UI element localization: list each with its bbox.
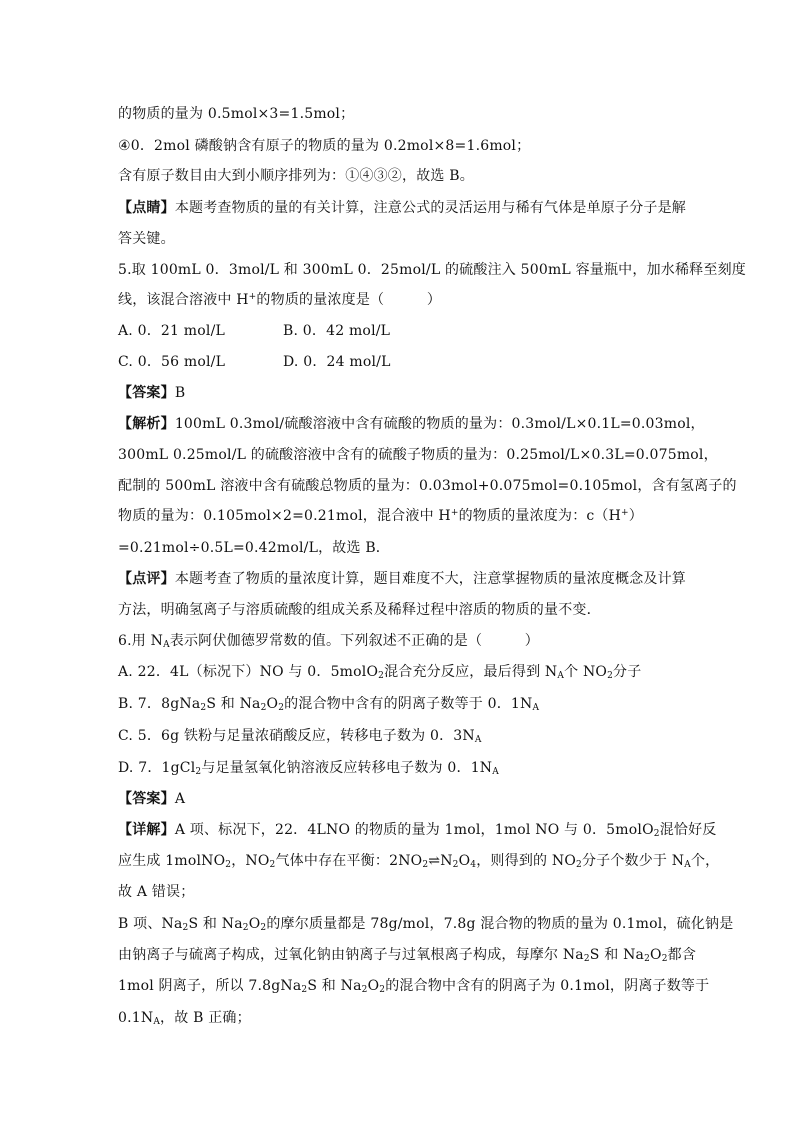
text-span: 由钠离子与硫离子构成，过氧化钠由钠离子与过氧根离子构成，每摩尔 Na: [118, 947, 584, 963]
subscript: 2: [200, 703, 207, 713]
option-row: [118, 349, 688, 375]
text-line: 答关键。: [118, 231, 175, 247]
text-span: S 和 Na: [188, 916, 243, 932]
text-span: 个，: [690, 853, 720, 869]
option-b: [118, 691, 688, 717]
subscript: A: [474, 735, 482, 745]
text-span: B 项、Na: [118, 916, 183, 932]
text-span: 100mL 0.3mol/硫酸溶液中含有硫酸的物质的量为：0.3mol/L×0.1L=0.03mol，: [174, 416, 705, 432]
option-c: [118, 723, 688, 749]
text-span: 的摩尔质量都是 78g/mol，7.8g 混合物的物质的量为 0.1mol，硫化钠是: [266, 916, 734, 932]
text-span: 的混合物中含有的阴离子为 0.1mol，阴离子数等于: [385, 978, 710, 994]
superscript: +: [621, 508, 629, 518]
section-tag: 【点评】: [118, 571, 175, 587]
text-line: 方法，明确氢离子与溶质硫酸的组成关系及稀释过程中溶质的物质的量不变．: [118, 602, 601, 618]
subscript: 2: [195, 767, 202, 777]
text-line: 含有原子数目由大到小顺序排列为：①④③②，故选 B。: [118, 168, 474, 184]
subscript: A: [163, 640, 170, 650]
section-tag: 【答案】: [118, 385, 175, 401]
text-span: D. 7．1gCl: [118, 760, 196, 776]
question-line: [118, 628, 688, 654]
option-c: C. 0．56 mol/L: [118, 354, 226, 370]
text-span: 6.用 N: [118, 633, 164, 649]
text-span: ，NO: [231, 853, 270, 869]
text-span: O: [248, 916, 261, 932]
answer-value: B: [174, 385, 186, 401]
text-span: O: [367, 978, 380, 994]
text-span: A. 22．4L（标况下）NO 与 0．5molO: [118, 664, 379, 680]
answer-line: [118, 380, 688, 406]
subscript: A: [557, 671, 565, 681]
text-span: ，故 B 正确；: [160, 1010, 251, 1026]
text-span: S 和 Na: [206, 696, 261, 712]
text-span: O: [266, 696, 279, 712]
text-line: 300mL 0.25mol/L 的硫酸溶液中含有的硫酸子物质的量为：0.25mol/L×0.3L=0.075mol，: [118, 447, 718, 463]
question-line: 5.取 100mL 0．3mol/L 和 300mL 0．25mol/L 的硫酸注入 500mL 容量瓶中，加水稀释至刻度: [118, 262, 746, 278]
subscript: 2: [379, 985, 386, 995]
section-tag: 【答案】: [118, 791, 175, 807]
comment-line: [118, 566, 688, 592]
subscript: 2: [269, 860, 276, 870]
text-span: 都含: [667, 947, 697, 963]
text-span: 线，该混合溶液中 H: [118, 292, 249, 308]
subscript: A: [532, 703, 540, 713]
text-span: S 和 Na: [589, 947, 645, 963]
text-span: 表示阿伏伽德罗常数的值。下列叙述不正确的是（ ）: [169, 633, 539, 649]
subscript: 2: [452, 860, 459, 870]
text-span: 分子个数少于 N: [581, 853, 685, 869]
analysis-line: [118, 411, 705, 437]
subscript: 2: [576, 860, 582, 870]
text-span: 分子: [613, 664, 642, 680]
subscript: 2: [242, 923, 249, 933]
answer-line: [118, 786, 688, 812]
option-row: [118, 318, 688, 344]
subscript: A: [492, 767, 499, 777]
option-a: A. 0．21 mol/L: [118, 323, 225, 339]
subscript: 4: [470, 860, 477, 870]
section-tag: 【解析】: [118, 416, 175, 432]
detail-line: [118, 817, 717, 843]
text-span: S 和 Na: [307, 978, 362, 994]
subscript: 2: [661, 954, 668, 964]
subscript: 2: [260, 923, 267, 933]
text-span: 的物质的量浓度为：c（H: [458, 508, 622, 524]
subscript: 2: [653, 829, 660, 839]
subscript: 2: [361, 985, 368, 995]
text-line: [118, 503, 688, 529]
superscript: +: [450, 508, 459, 518]
text-span: B. 7．8gNa: [118, 696, 201, 712]
text-span: O: [650, 947, 662, 963]
subscript: A: [153, 1017, 161, 1027]
subscript: A: [684, 860, 691, 870]
text-span: 个 NO: [564, 664, 608, 680]
text-line: [118, 973, 710, 999]
text-span: 气体中存在平衡：2NO: [275, 853, 423, 869]
superscript: +: [248, 292, 257, 302]
dianjing-line: [118, 195, 688, 221]
text-span: 应生成 1molNO: [118, 853, 226, 869]
subscript: 2: [182, 923, 189, 933]
answer-value: A: [174, 791, 186, 807]
option-a: [118, 659, 688, 685]
question-line: [118, 287, 688, 313]
text-span: A 项、标况下，22．4LNO 的物质的量为 1mol，1mol NO 与 0．5molO: [174, 822, 654, 838]
section-tag: 【详解】: [118, 822, 175, 838]
text-span: 1mol 阴离子，所以 7.8gNa: [118, 978, 302, 994]
text-line: ④0．2mol 磷酸钠含有原子的物质的量为 0.2mol×8=1.6mol；: [118, 138, 531, 154]
subscript: 2: [301, 985, 308, 995]
option-d: [118, 755, 688, 781]
text-span: O: [458, 853, 471, 869]
text-span: 0.1N: [118, 1010, 154, 1026]
subscript: 2: [278, 703, 285, 713]
text-line: 的物质的量为 0.5mol×3=1.5mol；: [118, 106, 355, 122]
section-tag: 【点睛】: [118, 200, 175, 216]
text-line: 配制的 500mL 溶液中含有硫酸总物质的量为：0.03mol+0.075mol=0.105mol，含有氢离子的: [118, 478, 737, 494]
text-span: ⇌N: [428, 853, 453, 869]
text-span: C. 5．6g 铁粉与足量浓硝酸反应，转移电子数为 0．3N: [118, 728, 475, 744]
subscript: 2: [607, 671, 614, 681]
text-span: 的混合物中含有的阴离子数等于 0．1N: [284, 696, 533, 712]
subscript: 2: [422, 860, 429, 870]
subscript: 2: [644, 954, 651, 964]
subscript: 2: [260, 703, 267, 713]
text-span: 与足量氢氧化钠溶液反应转移电子数为 0．1N: [201, 760, 493, 776]
text-span: 本题考查物质的量的有关计算，注意公式的灵活运用与稀有气体是单原子分子是解: [174, 200, 687, 216]
option-d: D. 0．24 mol/L: [283, 354, 391, 370]
text-span: 物质的量为：0.105mol×2=0.21mol，混合液中 H: [118, 508, 451, 524]
subscript: 2: [225, 860, 232, 870]
text-span: 的物质的量浓度是（ ）: [256, 292, 442, 308]
subscript: 2: [583, 954, 590, 964]
text-span: 本题考查了物质的量浓度计算，题目难度不大，注意掌握物质的量浓度概念及计算: [174, 571, 687, 587]
text-line: [118, 942, 697, 968]
text-span: 混恰好反: [659, 822, 717, 838]
text-line: [118, 1005, 688, 1031]
option-b: B. 0．42 mol/L: [283, 323, 391, 339]
text-span: ）: [628, 508, 643, 524]
text-span: ，则得到的 NO: [476, 853, 576, 869]
text-line: 故 A 错误；: [118, 884, 195, 900]
text-line: [118, 848, 720, 874]
text-span: 混合充分反应，最后得到 N: [384, 664, 558, 680]
text-line: [118, 911, 734, 937]
text-line: =0.21mol÷0.5L=0.42mol/L，故选 B．: [118, 540, 391, 556]
subscript: 2: [378, 671, 385, 681]
